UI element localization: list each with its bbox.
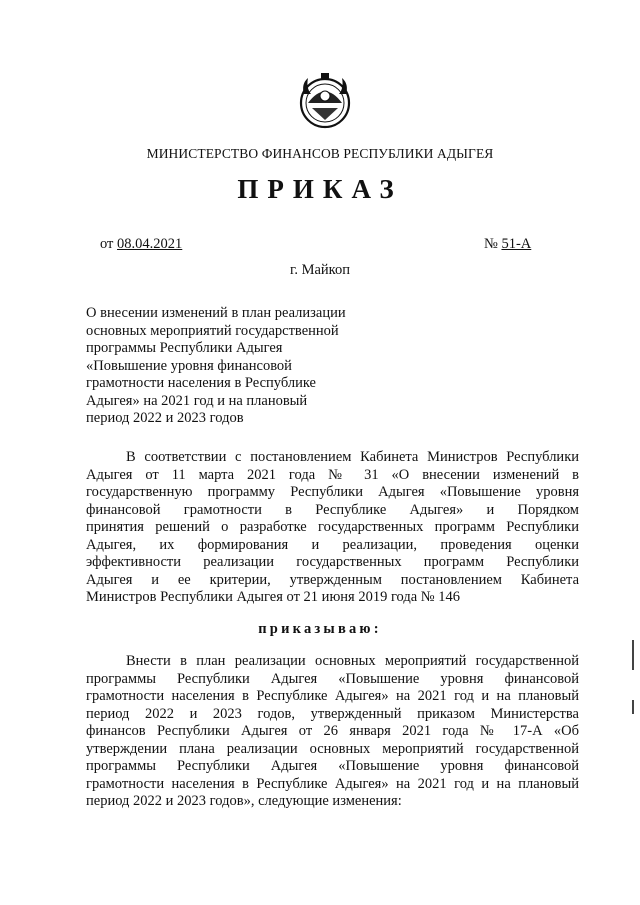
body-line: грамотности населения в Республике Адыгея» на 2021 год и на плановый [86, 688, 579, 704]
document-subject [86, 305, 376, 428]
preamble-line: Адыгея от 11 марта 2021 года № 31 «О внесении изменений в [86, 466, 579, 483]
preamble-line: государственную программу Республики Адыгея «Повышение уровня [86, 484, 579, 500]
preamble-line: Адыгея, их формирования и реализации, проведения оценки [86, 536, 579, 553]
preamble-line: Адыгея и ее критерии, утвержденным постановлением Кабинета [86, 571, 579, 588]
document-title: ПРИКАЗ [237, 174, 403, 204]
body-line: программы Республики Адыгея «Повышение уровня финансовой [86, 670, 579, 687]
ministry-name: МИНИСТЕРСТВО ФИНАНСОВ РЕСПУБЛИКИ АДЫГЕЯ [146, 146, 494, 161]
subject-line: «Повышение уровня финансовой [86, 357, 292, 374]
subject-line: период 2022 и 2023 годов [86, 410, 244, 426]
coat-of-arms-emblem [298, 72, 352, 132]
date-value: 08.04.2021 [117, 236, 183, 252]
scan-edge-mark [632, 700, 634, 714]
preamble-paragraph [86, 449, 579, 607]
preamble-line: Министров Республики Адыгея от 21 июня 2019 года № 146 [86, 589, 461, 605]
preamble-line: В соответствии с постановлением Кабинета Министров Республики [126, 449, 579, 465]
subject-line: основных мероприятий государственной [86, 322, 339, 339]
body-line: грамотности населения в Республике Адыгея» на 2021 год и на плановый [86, 775, 579, 792]
date-prefix: от [100, 236, 118, 252]
subject-line: О внесении изменений в план реализации [86, 305, 346, 321]
preamble-line: финансовой грамотности в Республике Адыгея» и Порядком [86, 501, 579, 518]
subject-line: Адыгея» на 2021 год и на плановый [86, 392, 308, 409]
body-paragraph [86, 653, 579, 811]
scan-edge-mark [632, 640, 634, 670]
document-number [484, 236, 531, 253]
body-line: период 2022 и 2023 годов», следующие изменения: [86, 793, 402, 809]
document-date [100, 236, 182, 253]
body-line: программы Республики Адыгея «Повышение уровня финансовой [86, 758, 579, 774]
preamble-line: принятия решений о разработке государственных программ Республики [86, 519, 579, 535]
subject-line: программы Республики Адыгея [86, 340, 283, 356]
body-line: финансов Республики Адыгея от 26 января 2021 года № 17-А «Об [86, 723, 579, 739]
number-value: 51-А [501, 236, 532, 252]
number-prefix: № [484, 236, 502, 252]
body-line: утверждении плана реализации основных мероприятий государственной [86, 740, 579, 757]
order-word: приказываю: [258, 621, 382, 637]
preamble-line: эффективности реализации государственных программ Республики [86, 554, 579, 570]
body-line: период 2022 и 2023 годов, утвержденный приказом Министерства [86, 705, 579, 722]
subject-line: грамотности населения в Республике [86, 375, 316, 391]
body-line: Внести в план реализации основных мероприятий государственной [126, 653, 579, 669]
document-city: г. Майкоп [290, 262, 350, 278]
